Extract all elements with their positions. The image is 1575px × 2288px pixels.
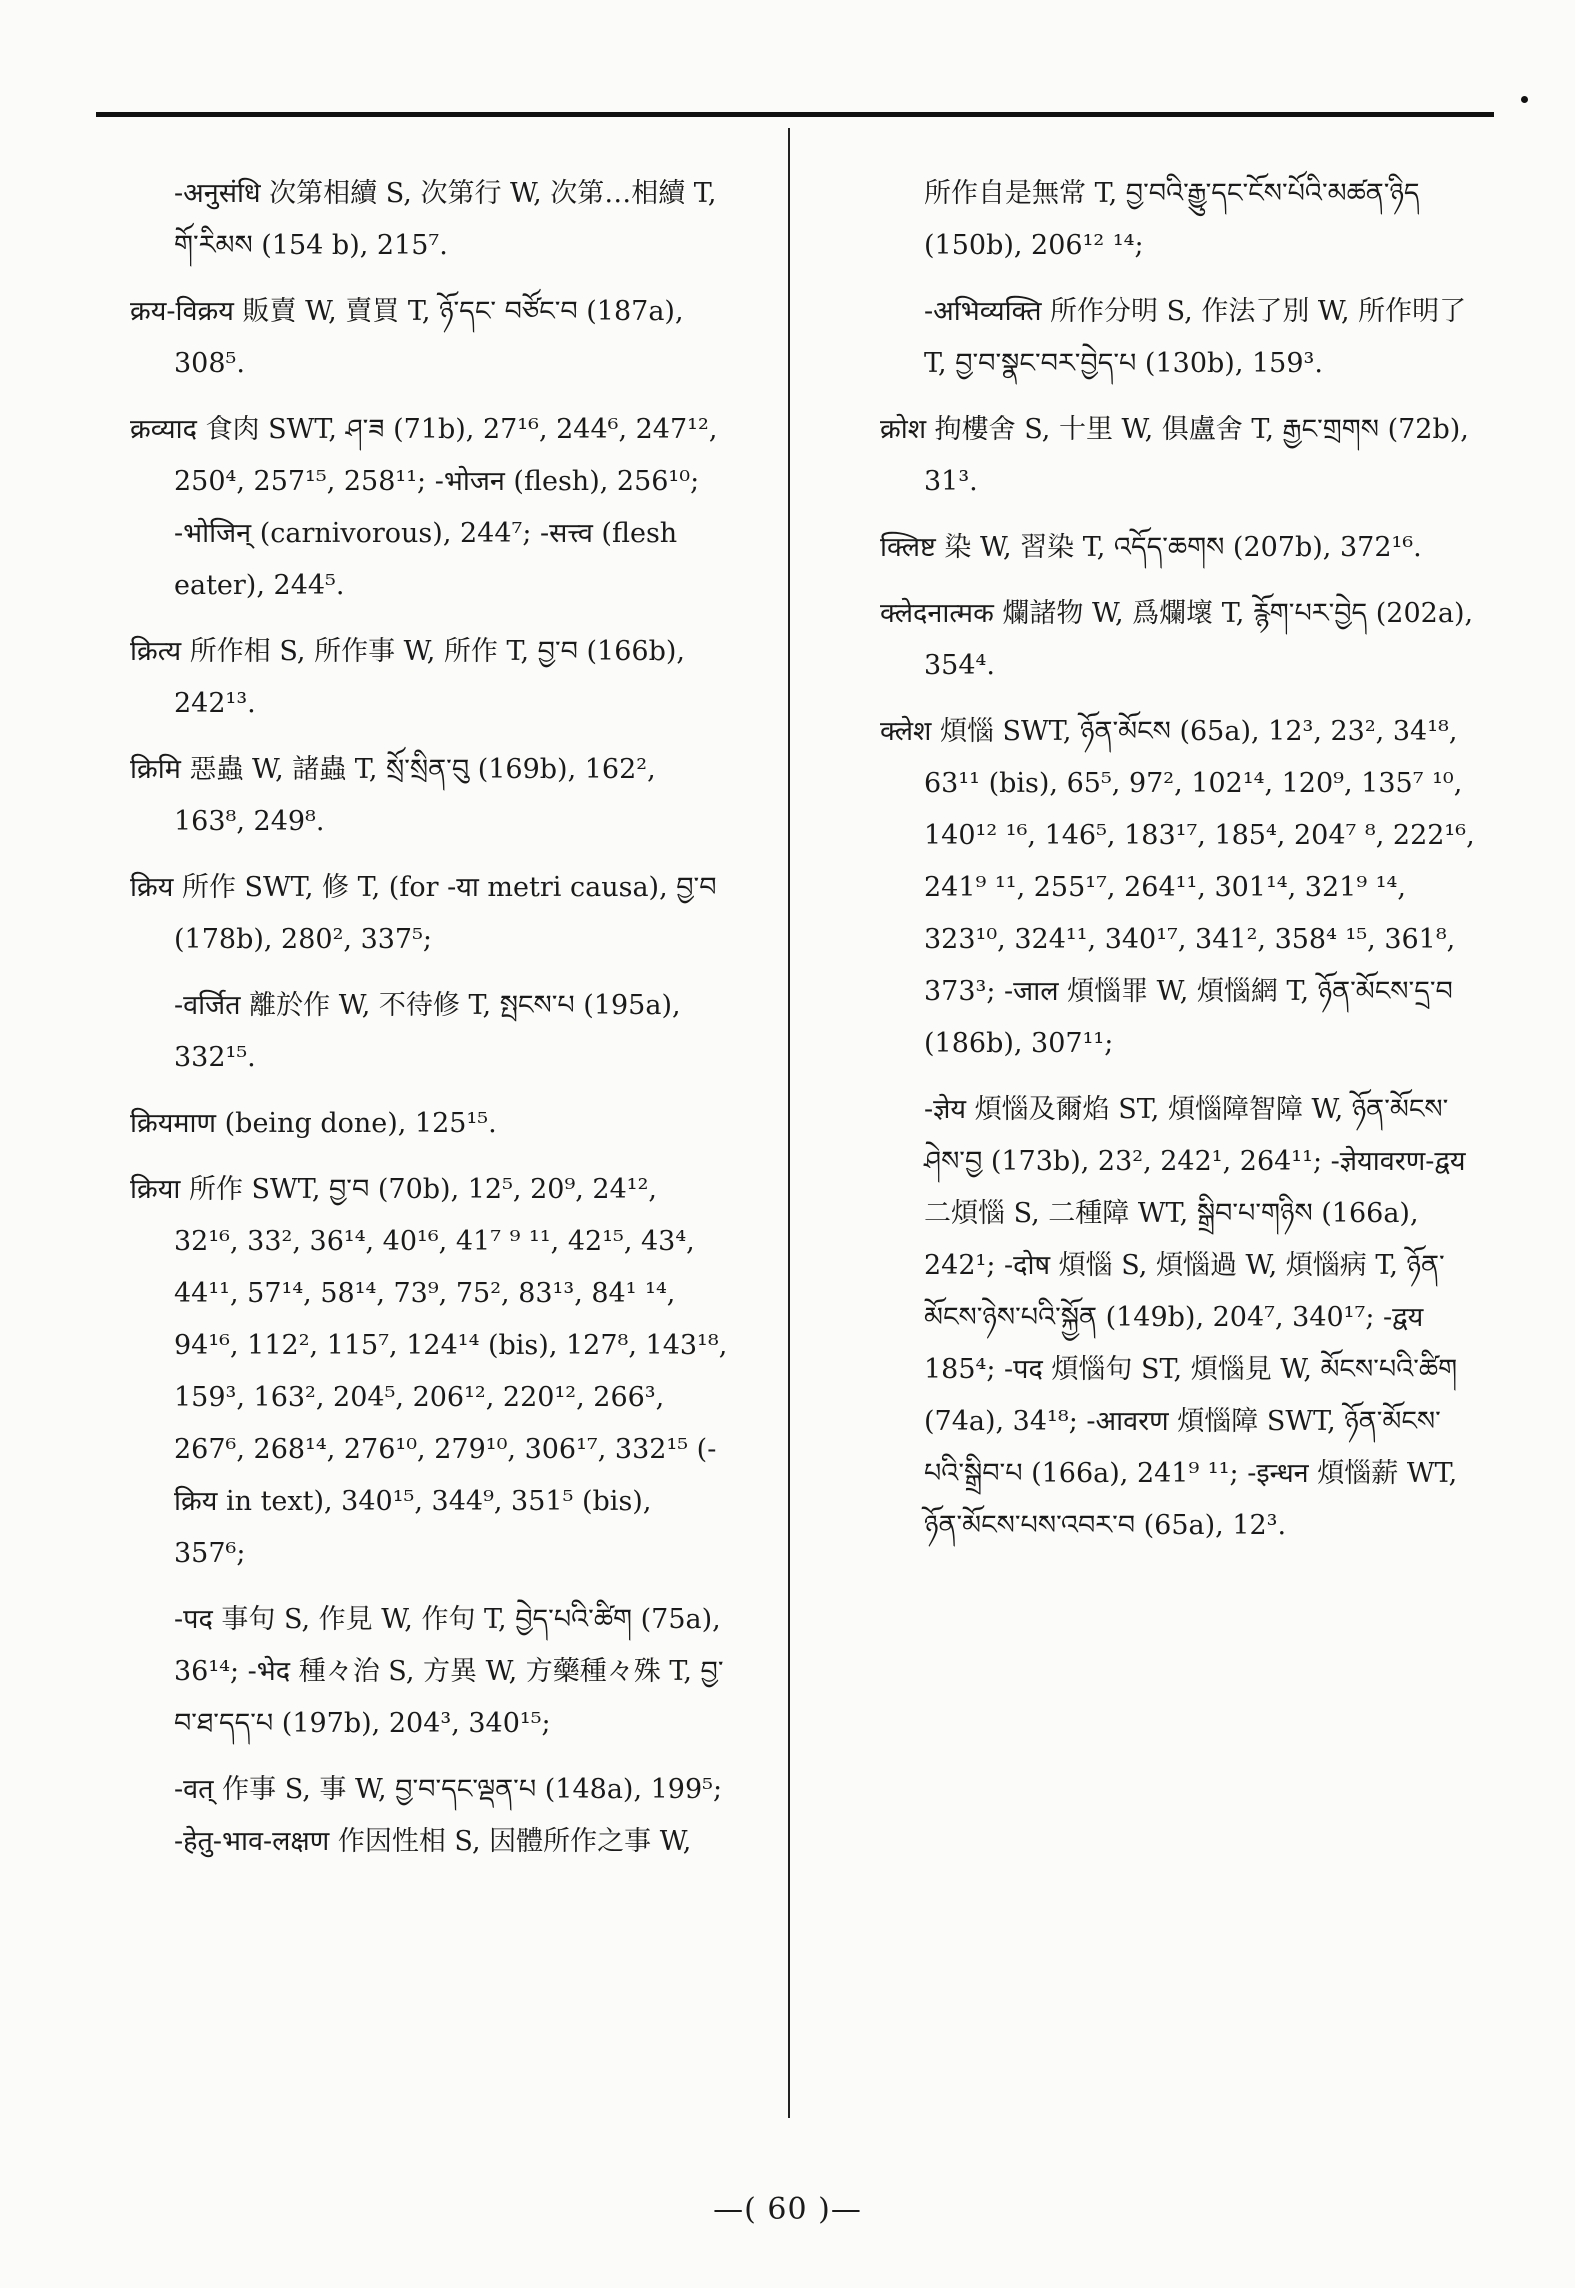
dictionary-entry: क्रव्याद 食肉 SWT, ཤ་ཟ (71b), 27¹⁶, 244⁶, 247¹², 250⁴, 257¹⁵, 258¹¹; -भोजन (flesh), 256¹⁰; -भोजिन् (carnivorous), 244⁷; -सत्त्व (flesh eater), 244⁵. — [130, 414, 718, 601]
dictionary-entry: -अनुसंधि 次第相續 S, 次第行 W, 次第…相續 T, གོ་རིམས (154 b), 215⁷. — [174, 178, 717, 261]
dictionary-entry: क्लेदनात्मक 爛諸物 W, 爲爛壞 T, རྙོག་པར་བྱེད (202a), 354⁴. — [880, 598, 1474, 681]
top-rule — [96, 112, 1494, 117]
dictionary-entry: क्रियमाण (being done), 125¹⁵. — [130, 1108, 497, 1139]
dictionary-entry: क्रोश 拘樓舍 S, 十里 W, 俱盧舍 T, རྒྱང་གྲགས (72b), 31³. — [880, 414, 1469, 497]
dictionary-subentry: -ज्ञेय 煩惱及爾焰 ST, 煩惱障智障 W, ཉོན་མོངས་ཤེས་བྱ (173b), 23², 242¹, 264¹¹; -ज्ञेयावरण-द्वय 二煩惱 S, 二種障 WT, སྒྲིབ་པ་གཉིས (166a), 242¹; -दोष 煩惱 S, 煩惱過 W, 煩惱病 T, ཉོན་མོངས་ཉེས་པའི་སྐྱོན (149b), 204⁷, 340¹⁷; -द्वय 185⁴; -पद 煩惱句 ST, 煩惱見 W, མོངས་པའི་ཚིག (74a), 34¹⁸; -आवरण 煩惱障 SWT, ཉོན་མོངས་པའི་སྒྲིབ་པ (166a), 241⁹ ¹¹; -इन्धन 煩惱薪 WT, ཉོན་མོངས་པས་འབར་བ (65a), 12³. — [924, 1094, 1466, 1541]
dictionary-entry: क्लेश 煩惱 SWT, ཉོན་མོངས (65a), 12³, 23², 34¹⁸, 63¹¹ (bis), 65⁵, 97², 102¹⁴, 120⁹, 135⁷ ¹⁰, 140¹² ¹⁶, 146⁵, 183¹⁷, 185⁴, 204⁷ ⁸, 222¹⁶, 241⁹ ¹¹, 255¹⁷, 264¹¹, 301¹⁴, 321⁹ ¹⁴, 323¹⁰, 324¹¹, 340¹⁷, 341², 358⁴ ¹⁵, 361⁸, 373³; -जाल 煩惱罪 W, 煩惱網 T, ཉོན་མོངས་དྲ་བ (186b), 307¹¹; — [880, 716, 1475, 1059]
dictionary-entry: क्रित्य 所作相 S, 所作事 W, 所作 T, བྱ་བ (166b), 242¹³. — [130, 636, 685, 719]
dictionary-subentry: -वर्जित 離於作 W, 不待修 T, སྤངས་པ (195a), 332¹⁵. — [174, 990, 681, 1073]
dictionary-subentry: -वत् 作事 S, 事 W, བྱ་བ་དང་ལྡན་པ (148a), 199⁵; -हेतु-भाव-लक्षण 作因性相 S, 因體所作之事 W, — [174, 1774, 723, 1857]
column-divider — [788, 128, 790, 2118]
dictionary-entry: क्रिय 所作 SWT, 修 T, (for -या metri causa), བྱ་བ (178b), 280², 337⁵; — [130, 872, 717, 955]
dictionary-entry-continued: 所作自是無常 T, བྱ་བའི་རྒྱུ་དང་ངོས་པོའི་མཚན་ཉིད (150b), 206¹² ¹⁴; — [924, 178, 1420, 261]
dictionary-subentry: -अभिव्यक्ति 所作分明 S, 作法了別 W, 所作明了 T, བྱ་བ་སྣང་བར་བྱེད་པ (130b), 159³. — [924, 296, 1467, 379]
dictionary-entry: क्लिष्ट 染 W, 習染 T, འདོད་ཆགས (207b), 372¹⁶. — [880, 532, 1422, 563]
page-number: —( 60 )— — [713, 2192, 862, 2227]
left-column — [130, 168, 730, 1882]
ink-dot — [1521, 96, 1528, 103]
dictionary-entry: क्रय-विक्रय 販賣 W, 賣買 T, ཉོ་དང་ བཙོང་བ (187a), 308⁵. — [130, 296, 684, 379]
dictionary-entry: क्रिमि 惡蟲 W, 諸蟲 T, སྲོ་སྲིན་བུ (169b), 162², 163⁸, 249⁸. — [130, 754, 656, 837]
dictionary-entry: क्रिया 所作 SWT, བྱ་བ (70b), 12⁵, 20⁹, 24¹², 32¹⁶, 33², 36¹⁴, 40¹⁶, 41⁷ ⁹ ¹¹, 42¹⁵, 43⁴, 44¹¹, 57¹⁴, 58¹⁴, 73⁹, 75², 83¹³, 84¹ ¹⁴, 94¹⁶, 112², 115⁷, 124¹⁴ (bis), 127⁸, 143¹⁸, 159³, 163², 204⁵, 206¹², 220¹², 266³, 267⁶, 268¹⁴, 276¹⁰, 279¹⁰, 306¹⁷, 332¹⁵ (-क्रिय in text), 340¹⁵, 344⁹, 351⁵ (bis), 357⁶; — [130, 1174, 728, 1569]
right-column — [880, 168, 1480, 1566]
dictionary-subentry: -पद 事句 S, 作見 W, 作句 T, བྱེད་པའི་ཚིག (75a), 36¹⁴; -भेद 種々治 S, 方異 W, 方藥種々殊 T, བྱ་བ་ཐ་དད་པ (197b), 204³, 340¹⁵; — [174, 1604, 724, 1739]
